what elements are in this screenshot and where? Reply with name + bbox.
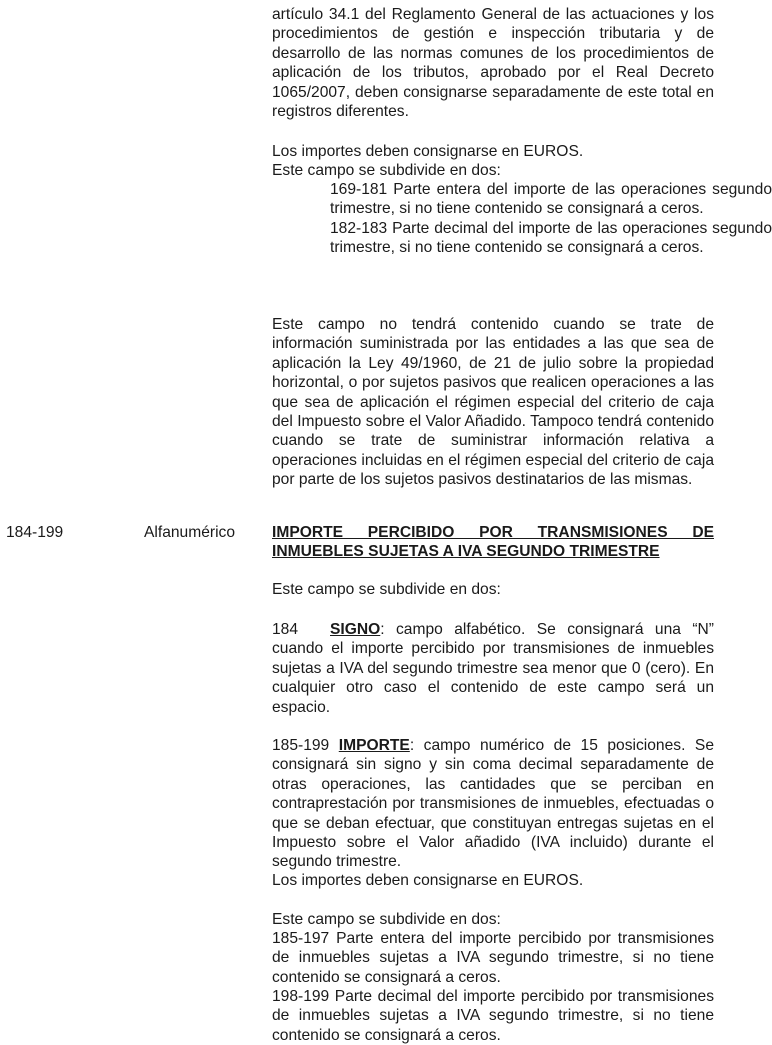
field-heading bbox=[272, 523, 714, 562]
exemption-paragraph: Este campo no tendrá contenido cuando se trate de información suministrada por las entidades a las que sea de aplicación la Ley 49/1960, de 21 de julio sobre la propiedad horizontal, o por sujetos pasivos que realicen operaciones a las que sea de aplicación el régimen especial del criterio de caja del Impuesto sobre el Valor Añadido. Tampoco tendrá contenido cuando se trate de suministrar información relativa a operaciones incluidas en el régimen especial del criterio de caja por parte de los sujetos pasivos destinatarios de las mismas. bbox=[272, 316, 714, 489]
importe-label: IMPORTE bbox=[338, 737, 410, 754]
subdivide-note: Este campo se subdivide en dos: bbox=[272, 162, 501, 179]
signo-label: SIGNO bbox=[330, 621, 381, 638]
signo-description: : campo alfabético. Se consignará una “N” cuando el importe percibido por transmisiones de inmuebles sujetas a IVA del segundo trimestre sea menor que 0 (cero). En cualquier otro caso el contenido de este campo será un espacio. bbox=[272, 621, 714, 716]
importe-paragraph bbox=[272, 736, 714, 872]
euros-note: Los importes deben consignarse en EUROS. bbox=[272, 143, 584, 160]
importe-description: : campo numérico de 15 posiciones. Se consignará sin signo y sin coma decimal separadamente de otras operaciones, las cantidades que se perciban en contraprestación por transmisiones de inmuebles, efectuadas o que se deban efectuar, que constituyan entregas sujetas en el Impuesto sobre el Valor añadido (IVA incluido) durante el segundo trimestre. bbox=[272, 737, 714, 871]
importe-position: 185-199 bbox=[272, 737, 330, 754]
signo-position: 184 bbox=[272, 621, 299, 638]
field-heading-line1: IMPORTE PERCIBIDO POR TRANSMISIONES DE bbox=[272, 524, 714, 541]
field-heading-line2: INMUEBLES SUJETAS A IVA SEGUNDO TRIMESTRE bbox=[272, 543, 660, 561]
subfield-integer-part: 169-181 Parte entera del importe de las operaciones segundo trimestre, si no tiene contenido se consignará a ceros. bbox=[330, 181, 772, 218]
field-subfield-decimal: 198-199 Parte decimal del importe percibido por transmisiones de inmuebles sujetas a IVA segundo trimestre, si no tiene contenido se consignará a ceros. bbox=[272, 988, 714, 1044]
intro-paragraph: artículo 34.1 del Reglamento General de las actuaciones y los procedimientos de gestión e inspección tributaria y de desarrollo de las normas comunes de los procedimientos de aplicación de los tributos, aprobado por el Real Decreto 1065/2007, deben consignarse separadamente de este total en registros diferentes. bbox=[272, 6, 714, 121]
field-positions: 184-199 bbox=[6, 524, 64, 541]
subfield-decimal-part: 182-183 Parte decimal del importe de las operaciones segundo trimestre, si no tiene contenido se consignará a ceros. bbox=[330, 219, 772, 257]
signo-paragraph bbox=[272, 620, 714, 717]
field-subdivide-intro: Este campo se subdivide en dos: bbox=[272, 581, 501, 598]
field-subfield-integer: 185-197 Parte entera del importe percibido por transmisiones de inmuebles sujetas a IVA segundo trimestre, si no tiene contenido se consignará a ceros. bbox=[272, 930, 714, 986]
field-euros-note: Los importes deben consignarse en EUROS. bbox=[272, 872, 584, 889]
field-type: Alfanumérico bbox=[144, 524, 236, 541]
field-subdivide-note: Este campo se subdivide en dos: bbox=[272, 911, 501, 928]
subfield-list-1 bbox=[272, 180, 772, 258]
